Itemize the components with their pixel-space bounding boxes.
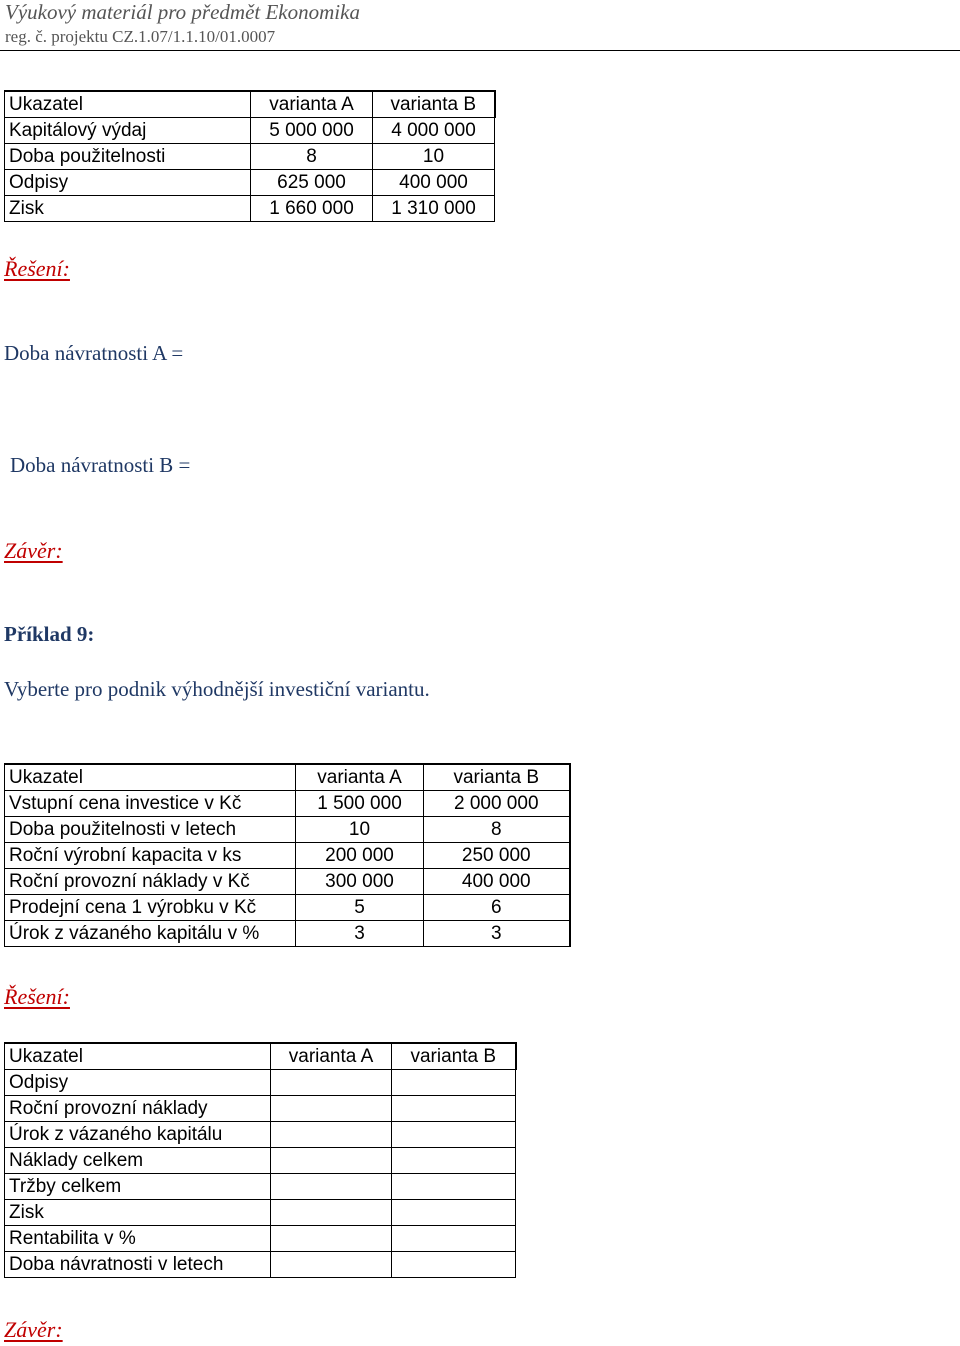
table-header-cell: varianta B bbox=[424, 764, 570, 791]
table-header-cell: varianta A bbox=[251, 91, 373, 118]
table-cell: 10 bbox=[296, 817, 424, 843]
table-investment-1 bbox=[4, 90, 496, 222]
table-cell-empty bbox=[271, 1226, 392, 1252]
table-row bbox=[5, 1200, 516, 1226]
table-cell: Roční výrobní kapacita v ks bbox=[5, 843, 296, 869]
table-cell: Zisk bbox=[5, 1200, 271, 1226]
table-cell: 250 000 bbox=[424, 843, 570, 869]
table-cell: Úrok z vázaného kapitálu bbox=[5, 1122, 271, 1148]
table-row bbox=[5, 1148, 516, 1174]
table-header-row bbox=[5, 91, 495, 118]
table-cell: 6 bbox=[424, 895, 570, 921]
table-header-cell: Ukazatel bbox=[5, 1043, 271, 1070]
solution-heading: Řešení: bbox=[4, 256, 70, 281]
table-cell: 400 000 bbox=[424, 869, 570, 895]
table-cell: 400 000 bbox=[373, 170, 495, 196]
table-cell: 4 000 000 bbox=[373, 118, 495, 144]
table-row bbox=[5, 869, 570, 895]
table-row bbox=[5, 1252, 516, 1278]
table-header-cell: varianta B bbox=[392, 1043, 516, 1070]
table-cell: Doba použitelnosti v letech bbox=[5, 817, 296, 843]
table-cell-empty bbox=[392, 1096, 516, 1122]
table-cell-empty bbox=[392, 1252, 516, 1278]
table-cell: Vstupní cena investice v Kč bbox=[5, 791, 296, 817]
table-cell: Rentabilita v % bbox=[5, 1226, 271, 1252]
table-cell: Kapitálový výdaj bbox=[5, 118, 251, 144]
table-cell: 8 bbox=[424, 817, 570, 843]
table-cell-empty bbox=[271, 1096, 392, 1122]
table-header-cell: Ukazatel bbox=[5, 91, 251, 118]
table-cell: 1 660 000 bbox=[251, 196, 373, 222]
table-cell-empty bbox=[392, 1148, 516, 1174]
table-cell: 10 bbox=[373, 144, 495, 170]
payback-a-label: Doba návratnosti A = bbox=[4, 341, 184, 365]
table-cell: 3 bbox=[296, 921, 424, 947]
table-cell-empty bbox=[392, 1200, 516, 1226]
table-row bbox=[5, 118, 495, 144]
table-row bbox=[5, 1122, 516, 1148]
table-header-row bbox=[5, 764, 570, 791]
table-cell: Doba návratnosti v letech bbox=[5, 1252, 271, 1278]
document-header-project: reg. č. projektu CZ.1.07/1.1.10/01.0007 bbox=[5, 27, 276, 46]
table-cell: Odpisy bbox=[5, 1070, 271, 1096]
example-task: Vyberte pro podnik výhodnější investiční variantu. bbox=[4, 677, 430, 701]
table-row bbox=[5, 170, 495, 196]
table-cell: 3 bbox=[424, 921, 570, 947]
table-cell: 625 000 bbox=[251, 170, 373, 196]
table-cell-empty bbox=[271, 1200, 392, 1226]
document-header-title: Výukový materiál pro předmět Ekonomika bbox=[5, 0, 360, 24]
table-header-row bbox=[5, 1043, 516, 1070]
table-row bbox=[5, 1226, 516, 1252]
table-row bbox=[5, 843, 570, 869]
table-cell: 1 500 000 bbox=[296, 791, 424, 817]
example-title: Příklad 9: bbox=[4, 622, 95, 646]
table-cell-empty bbox=[271, 1122, 392, 1148]
payback-b-label: Doba návratnosti B = bbox=[10, 453, 191, 477]
conclusion-heading: Závěr: bbox=[4, 538, 63, 563]
table-cell: 200 000 bbox=[296, 843, 424, 869]
table-cell: Doba použitelnosti bbox=[5, 144, 251, 170]
table-row bbox=[5, 196, 495, 222]
table-header-cell: varianta B bbox=[373, 91, 495, 118]
table-header-cell: Ukazatel bbox=[5, 764, 296, 791]
table-cell-empty bbox=[392, 1174, 516, 1200]
table-row bbox=[5, 144, 495, 170]
table-cell: 1 310 000 bbox=[373, 196, 495, 222]
table-cell-empty bbox=[392, 1070, 516, 1096]
table-cell: 5 000 000 bbox=[251, 118, 373, 144]
table-investment-2 bbox=[4, 763, 571, 947]
table-cell-empty bbox=[392, 1122, 516, 1148]
solution-heading: Řešení: bbox=[4, 984, 70, 1009]
table-header-cell: varianta A bbox=[296, 764, 424, 791]
table-cell: 300 000 bbox=[296, 869, 424, 895]
table-cell-empty bbox=[392, 1226, 516, 1252]
table-row bbox=[5, 895, 570, 921]
table-row bbox=[5, 817, 570, 843]
table-cell-empty bbox=[271, 1252, 392, 1278]
table-cell: Roční provozní náklady v Kč bbox=[5, 869, 296, 895]
table-row bbox=[5, 1096, 516, 1122]
header-divider bbox=[0, 50, 960, 51]
table-row bbox=[5, 1174, 516, 1200]
table-cell: 5 bbox=[296, 895, 424, 921]
table-cell: 8 bbox=[251, 144, 373, 170]
table-row bbox=[5, 921, 570, 947]
table-cell: 2 000 000 bbox=[424, 791, 570, 817]
table-row bbox=[5, 791, 570, 817]
table-row bbox=[5, 1070, 516, 1096]
conclusion-heading: Závěr: bbox=[4, 1317, 63, 1342]
table-cell: Roční provozní náklady bbox=[5, 1096, 271, 1122]
table-header-cell: varianta A bbox=[271, 1043, 392, 1070]
table-cell-empty bbox=[271, 1174, 392, 1200]
table-cell: Prodejní cena 1 výrobku v Kč bbox=[5, 895, 296, 921]
table-cell: Náklady celkem bbox=[5, 1148, 271, 1174]
table-cell-empty bbox=[271, 1070, 392, 1096]
table-cell: Odpisy bbox=[5, 170, 251, 196]
table-cell: Tržby celkem bbox=[5, 1174, 271, 1200]
table-cell: Zisk bbox=[5, 196, 251, 222]
table-cell: Úrok z vázaného kapitálu v % bbox=[5, 921, 296, 947]
table-solution bbox=[4, 1042, 517, 1278]
table-cell-empty bbox=[271, 1148, 392, 1174]
